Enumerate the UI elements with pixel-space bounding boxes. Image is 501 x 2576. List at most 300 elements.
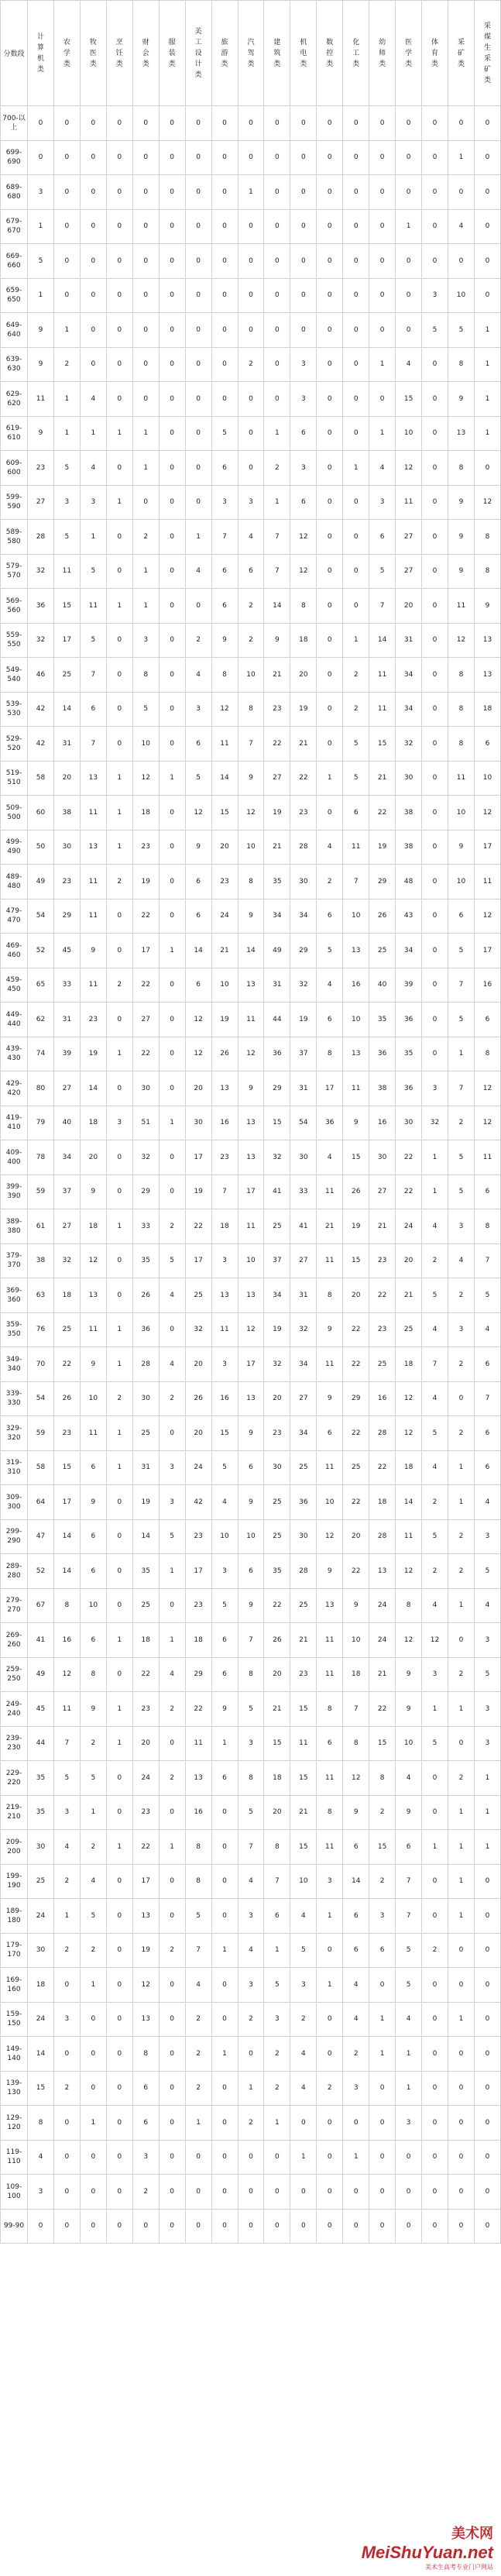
count-cell: 16 — [53, 1623, 80, 1658]
column-header — [290, 1, 317, 106]
column-header-label: 财会类 — [142, 38, 149, 68]
count-cell: 8 — [185, 1830, 211, 1865]
count-cell: 38 — [396, 830, 422, 865]
count-cell: 1 — [474, 1830, 500, 1865]
count-cell: 0 — [211, 1830, 238, 1865]
count-cell: 9 — [238, 1485, 264, 1520]
count-cell: 16 — [211, 1106, 238, 1140]
count-cell: 9 — [448, 554, 475, 589]
count-cell: 9 — [448, 382, 475, 417]
count-cell: 0 — [159, 2209, 185, 2244]
count-cell: 1 — [80, 1795, 106, 1830]
table-row — [1, 209, 501, 244]
count-cell: 11 — [317, 1243, 343, 1278]
count-cell: 9 — [80, 1175, 106, 1209]
count-cell: 19 — [343, 1209, 369, 1244]
count-cell: 0 — [474, 2175, 500, 2210]
count-cell: 23 — [80, 1003, 106, 1037]
count-cell: 6 — [211, 589, 238, 624]
count-cell: 0 — [159, 2106, 185, 2141]
count-cell: 1 — [448, 1864, 475, 1899]
count-cell: 0 — [474, 244, 500, 279]
count-cell: 11 — [448, 589, 475, 624]
count-cell: 18 — [53, 1278, 80, 1313]
count-cell: 0 — [211, 382, 238, 417]
count-cell: 0 — [422, 899, 448, 934]
count-cell: 0 — [185, 278, 211, 313]
count-cell: 0 — [106, 1554, 132, 1589]
count-cell: 2 — [448, 1278, 475, 1313]
table-row — [1, 347, 501, 382]
column-header-label: 美工设计类 — [194, 27, 202, 79]
count-cell: 30 — [264, 1450, 290, 1485]
count-cell: 18 — [80, 1209, 106, 1244]
count-cell: 12 — [343, 1761, 369, 1796]
count-cell: 0 — [422, 2175, 448, 2210]
count-cell: 0 — [317, 2037, 343, 2072]
score-segment-cell: 539-530 — [1, 692, 28, 727]
table-row — [1, 1761, 501, 1796]
count-cell: 25 — [369, 934, 396, 968]
count-cell: 0 — [159, 451, 185, 486]
count-cell: 0 — [422, 451, 448, 486]
count-cell: 0 — [369, 382, 396, 417]
count-cell: 6 — [343, 1933, 369, 1968]
count-cell: 0 — [211, 209, 238, 244]
count-cell: 33 — [290, 1175, 317, 1209]
count-cell: 22 — [132, 968, 159, 1003]
count-cell: 2 — [290, 2002, 317, 2037]
count-cell: 3 — [317, 1864, 343, 1899]
count-cell: 0 — [238, 451, 264, 486]
count-cell: 0 — [159, 520, 185, 555]
count-cell: 24 — [28, 1899, 54, 1934]
count-cell: 8 — [132, 658, 159, 693]
count-cell: 0 — [185, 451, 211, 486]
count-cell: 29 — [264, 1071, 290, 1106]
count-cell: 9 — [448, 830, 475, 865]
column-header-label: 计算机类 — [36, 33, 44, 74]
count-cell: 0 — [159, 589, 185, 624]
count-cell: 42 — [28, 727, 54, 762]
count-cell: 0 — [343, 485, 369, 520]
table-row — [1, 934, 501, 968]
count-cell: 9 — [211, 623, 238, 658]
count-cell: 2 — [159, 1692, 185, 1727]
count-cell: 22 — [343, 1312, 369, 1347]
count-cell: 0 — [290, 2106, 317, 2141]
count-cell: 22 — [132, 899, 159, 934]
count-cell: 18 — [474, 692, 500, 727]
count-cell: 12 — [238, 1037, 264, 1071]
count-cell: 0 — [396, 2140, 422, 2175]
count-cell: 0 — [80, 106, 106, 141]
count-cell: 18 — [80, 1106, 106, 1140]
count-cell: 2 — [185, 623, 211, 658]
count-cell: 4 — [317, 830, 343, 865]
count-cell: 3 — [369, 1899, 396, 1934]
count-cell: 0 — [317, 175, 343, 210]
count-cell: 11 — [80, 968, 106, 1003]
count-cell: 0 — [474, 106, 500, 141]
score-segment-cell: 449-440 — [1, 1003, 28, 1037]
count-cell: 20 — [185, 1071, 211, 1106]
count-cell: 9 — [448, 520, 475, 555]
count-cell: 22 — [396, 1175, 422, 1209]
count-cell: 22 — [132, 1657, 159, 1692]
count-cell: 2 — [422, 1933, 448, 1968]
count-cell: 6 — [238, 1554, 264, 1589]
count-cell: 2 — [422, 1554, 448, 1589]
count-cell: 0 — [422, 485, 448, 520]
count-cell: 0 — [264, 313, 290, 348]
count-cell: 2 — [448, 1519, 475, 1554]
count-cell: 9 — [80, 1485, 106, 1520]
count-cell: 12 — [396, 1416, 422, 1451]
count-cell: 2 — [238, 589, 264, 624]
count-cell: 5 — [80, 1761, 106, 1796]
count-cell: 0 — [185, 485, 211, 520]
table-row — [1, 1106, 501, 1140]
count-cell: 7 — [343, 1692, 369, 1727]
table-row — [1, 1588, 501, 1623]
count-cell: 1 — [159, 1623, 185, 1658]
count-cell: 8 — [80, 1657, 106, 1692]
count-cell: 0 — [106, 2209, 132, 2244]
count-cell: 4 — [80, 382, 106, 417]
count-cell: 11 — [185, 1726, 211, 1761]
count-cell: 27 — [264, 761, 290, 796]
count-cell: 14 — [132, 1519, 159, 1554]
count-cell: 6 — [185, 727, 211, 762]
count-cell: 0 — [317, 1933, 343, 1968]
count-cell: 3 — [28, 2175, 54, 2210]
score-segment-cell: 309-300 — [1, 1485, 28, 1520]
table-row — [1, 865, 501, 899]
count-cell: 14 — [264, 589, 290, 624]
column-header — [80, 1, 106, 106]
score-segment-cell: 529-520 — [1, 727, 28, 762]
count-cell: 20 — [343, 1278, 369, 1313]
count-cell: 15 — [264, 1106, 290, 1140]
count-cell: 20 — [211, 830, 238, 865]
count-cell: 2 — [80, 1726, 106, 1761]
count-cell: 9 — [317, 1312, 343, 1347]
count-cell: 1 — [448, 1899, 475, 1934]
count-cell: 0 — [369, 2106, 396, 2141]
count-cell: 0 — [185, 347, 211, 382]
count-cell: 30 — [132, 1381, 159, 1416]
count-cell: 54 — [28, 899, 54, 934]
count-cell: 48 — [396, 865, 422, 899]
table-row — [1, 1933, 501, 1968]
count-cell: 0 — [159, 692, 185, 727]
count-cell: 5 — [422, 313, 448, 348]
count-cell: 5 — [53, 520, 80, 555]
count-cell: 6 — [317, 1726, 343, 1761]
count-cell: 2 — [317, 865, 343, 899]
count-cell: 30 — [28, 1830, 54, 1865]
count-cell: 0 — [396, 2175, 422, 2210]
count-cell: 17 — [474, 934, 500, 968]
table-row — [1, 520, 501, 555]
count-cell: 4 — [159, 1278, 185, 1313]
count-cell: 0 — [159, 313, 185, 348]
count-cell: 36 — [290, 1485, 317, 1520]
count-cell: 0 — [106, 1588, 132, 1623]
count-cell: 1 — [106, 485, 132, 520]
count-cell: 42 — [28, 692, 54, 727]
count-cell: 0 — [474, 2106, 500, 2141]
count-cell: 9 — [28, 313, 54, 348]
count-cell: 34 — [290, 899, 317, 934]
score-segment-cell: 599-590 — [1, 485, 28, 520]
score-segment-cell: 700-以上 — [1, 106, 28, 141]
count-cell: 3 — [132, 623, 159, 658]
count-cell: 11 — [53, 554, 80, 589]
count-cell: 3 — [80, 485, 106, 520]
count-cell: 15 — [290, 1761, 317, 1796]
table-row — [1, 2140, 501, 2175]
count-cell: 11 — [317, 1623, 343, 1658]
count-cell: 6 — [317, 899, 343, 934]
score-segment-cell: 289-280 — [1, 1554, 28, 1589]
count-cell: 11 — [53, 1692, 80, 1727]
count-cell: 0 — [264, 2140, 290, 2175]
count-cell: 0 — [159, 2071, 185, 2106]
count-cell: 0 — [106, 382, 132, 417]
count-cell: 10 — [343, 1623, 369, 1658]
count-cell: 51 — [132, 1106, 159, 1140]
score-segment-cell: 149-140 — [1, 2037, 28, 2072]
count-cell: 15 — [369, 1726, 396, 1761]
column-header — [106, 1, 132, 106]
score-segment-cell: 699-690 — [1, 140, 28, 175]
count-cell: 35 — [132, 1554, 159, 1589]
count-cell: 10 — [80, 1588, 106, 1623]
count-cell: 0 — [185, 106, 211, 141]
table-row — [1, 382, 501, 417]
count-cell: 10 — [132, 727, 159, 762]
count-cell: 4 — [238, 1933, 264, 1968]
count-cell: 11 — [369, 658, 396, 693]
count-cell: 6 — [474, 1175, 500, 1209]
score-segment-cell: 459-450 — [1, 968, 28, 1003]
count-cell: 1 — [474, 382, 500, 417]
count-cell: 0 — [211, 1899, 238, 1934]
count-cell: 0 — [106, 1243, 132, 1278]
count-cell: 21 — [264, 1692, 290, 1727]
count-cell: 4 — [238, 520, 264, 555]
count-cell: 49 — [28, 1657, 54, 1692]
count-cell: 8 — [290, 589, 317, 624]
count-cell: 0 — [343, 520, 369, 555]
count-cell: 5 — [185, 1899, 211, 1934]
table-row — [1, 727, 501, 762]
count-cell: 1 — [159, 1830, 185, 1865]
count-cell: 0 — [369, 2209, 396, 2244]
count-cell: 4 — [290, 2037, 317, 2072]
count-cell: 23 — [211, 1140, 238, 1175]
count-cell: 0 — [53, 244, 80, 279]
count-cell: 1 — [185, 2106, 211, 2141]
score-segment-cell: 249-240 — [1, 1692, 28, 1727]
count-cell: 0 — [159, 2140, 185, 2175]
count-cell: 1 — [132, 589, 159, 624]
count-cell: 0 — [106, 1968, 132, 2003]
count-cell: 10 — [317, 1485, 343, 1520]
count-cell: 13 — [238, 1140, 264, 1175]
count-cell: 0 — [211, 244, 238, 279]
count-cell: 36 — [396, 1003, 422, 1037]
count-cell: 30 — [290, 1140, 317, 1175]
count-cell: 0 — [448, 2106, 475, 2141]
count-cell: 3 — [238, 485, 264, 520]
count-cell: 0 — [106, 1761, 132, 1796]
count-cell: 0 — [343, 106, 369, 141]
count-cell: 0 — [238, 313, 264, 348]
count-cell: 27 — [290, 1381, 317, 1416]
count-cell: 9 — [238, 1416, 264, 1451]
score-segment-cell: 469-460 — [1, 934, 28, 968]
count-cell: 11 — [474, 1140, 500, 1175]
score-segment-cell: 129-120 — [1, 2106, 28, 2141]
count-cell: 5 — [343, 761, 369, 796]
table-row — [1, 485, 501, 520]
count-cell: 20 — [53, 761, 80, 796]
count-cell: 0 — [396, 175, 422, 210]
count-cell: 8 — [448, 692, 475, 727]
count-cell: 22 — [290, 761, 317, 796]
count-cell: 0 — [290, 278, 317, 313]
count-cell: 13 — [317, 1588, 343, 1623]
count-cell: 34 — [53, 1140, 80, 1175]
count-cell: 0 — [290, 106, 317, 141]
score-segment-cell: 419-410 — [1, 1106, 28, 1140]
count-cell: 62 — [28, 1003, 54, 1037]
count-cell: 21 — [369, 761, 396, 796]
table-row — [1, 1726, 501, 1761]
count-cell: 15 — [264, 1726, 290, 1761]
count-cell: 1 — [369, 347, 396, 382]
count-cell: 0 — [422, 1899, 448, 1934]
count-cell: 0 — [317, 140, 343, 175]
score-segment-cell: 549-540 — [1, 658, 28, 693]
count-cell: 1 — [106, 1830, 132, 1865]
count-cell: 6 — [80, 1450, 106, 1485]
column-header — [317, 1, 343, 106]
count-cell: 0 — [317, 623, 343, 658]
score-segment-cell: 259-250 — [1, 1657, 28, 1692]
count-cell: 0 — [369, 244, 396, 279]
count-cell: 0 — [80, 347, 106, 382]
count-cell: 23 — [185, 1588, 211, 1623]
score-segment-cell: 349-340 — [1, 1347, 28, 1382]
count-cell: 0 — [159, 278, 185, 313]
count-cell: 0 — [474, 2037, 500, 2072]
column-header-label: 烹饪类 — [115, 38, 123, 68]
count-cell: 32 — [290, 1312, 317, 1347]
count-cell: 26 — [185, 1381, 211, 1416]
score-segment-cell: 159-150 — [1, 2002, 28, 2037]
count-cell: 0 — [211, 2140, 238, 2175]
count-cell: 17 — [132, 1864, 159, 1899]
count-cell: 1 — [132, 554, 159, 589]
count-cell: 0 — [264, 347, 290, 382]
count-cell: 8 — [317, 1795, 343, 1830]
count-cell: 8 — [474, 554, 500, 589]
count-cell: 2 — [159, 1381, 185, 1416]
count-cell: 0 — [28, 2209, 54, 2244]
count-cell: 1 — [448, 1795, 475, 1830]
count-cell: 0 — [80, 2140, 106, 2175]
count-cell: 6 — [80, 692, 106, 727]
count-cell: 1 — [80, 2106, 106, 2141]
count-cell: 0 — [211, 2071, 238, 2106]
count-cell: 34 — [396, 934, 422, 968]
count-cell: 4 — [185, 658, 211, 693]
count-cell: 13 — [211, 1278, 238, 1313]
count-cell: 21 — [369, 1657, 396, 1692]
count-cell: 10 — [238, 1519, 264, 1554]
count-cell: 0 — [290, 244, 317, 279]
column-header-label: 数控类 — [326, 38, 334, 68]
count-cell: 1 — [448, 1830, 475, 1865]
count-cell: 20 — [185, 1416, 211, 1451]
count-cell: 1 — [211, 1933, 238, 1968]
count-cell: 14 — [396, 1485, 422, 1520]
count-cell: 28 — [290, 830, 317, 865]
count-cell: 6 — [474, 1450, 500, 1485]
table-row — [1, 968, 501, 1003]
count-cell: 17 — [53, 1485, 80, 1520]
count-cell: 31 — [396, 623, 422, 658]
count-cell: 0 — [422, 727, 448, 762]
count-cell: 22 — [396, 1140, 422, 1175]
count-cell: 1 — [474, 416, 500, 451]
column-header — [159, 1, 185, 106]
count-cell: 0 — [159, 209, 185, 244]
count-cell: 0 — [106, 2106, 132, 2141]
count-cell: 18 — [290, 623, 317, 658]
count-cell: 34 — [290, 1347, 317, 1382]
count-cell: 54 — [28, 1381, 54, 1416]
count-cell: 0 — [211, 2106, 238, 2141]
count-cell: 4 — [448, 1243, 475, 1278]
count-cell: 6 — [369, 1933, 396, 1968]
count-cell: 34 — [396, 692, 422, 727]
count-cell: 7 — [53, 1726, 80, 1761]
count-cell: 1 — [211, 2037, 238, 2072]
count-cell: 0 — [422, 2037, 448, 2072]
count-cell: 5 — [448, 1175, 475, 1209]
count-cell: 15 — [396, 382, 422, 417]
count-cell: 5 — [28, 244, 54, 279]
count-cell: 0 — [448, 2071, 475, 2106]
count-cell: 0 — [422, 692, 448, 727]
count-cell: 0 — [474, 140, 500, 175]
count-cell: 0 — [185, 2209, 211, 2244]
count-cell: 3 — [290, 347, 317, 382]
count-cell: 10 — [238, 658, 264, 693]
count-cell: 23 — [53, 865, 80, 899]
count-cell: 9 — [28, 347, 54, 382]
count-cell: 26 — [369, 899, 396, 934]
count-cell: 16 — [211, 1381, 238, 1416]
score-segment-cell: 689-680 — [1, 175, 28, 210]
count-cell: 7 — [238, 1830, 264, 1865]
count-cell: 0 — [106, 451, 132, 486]
